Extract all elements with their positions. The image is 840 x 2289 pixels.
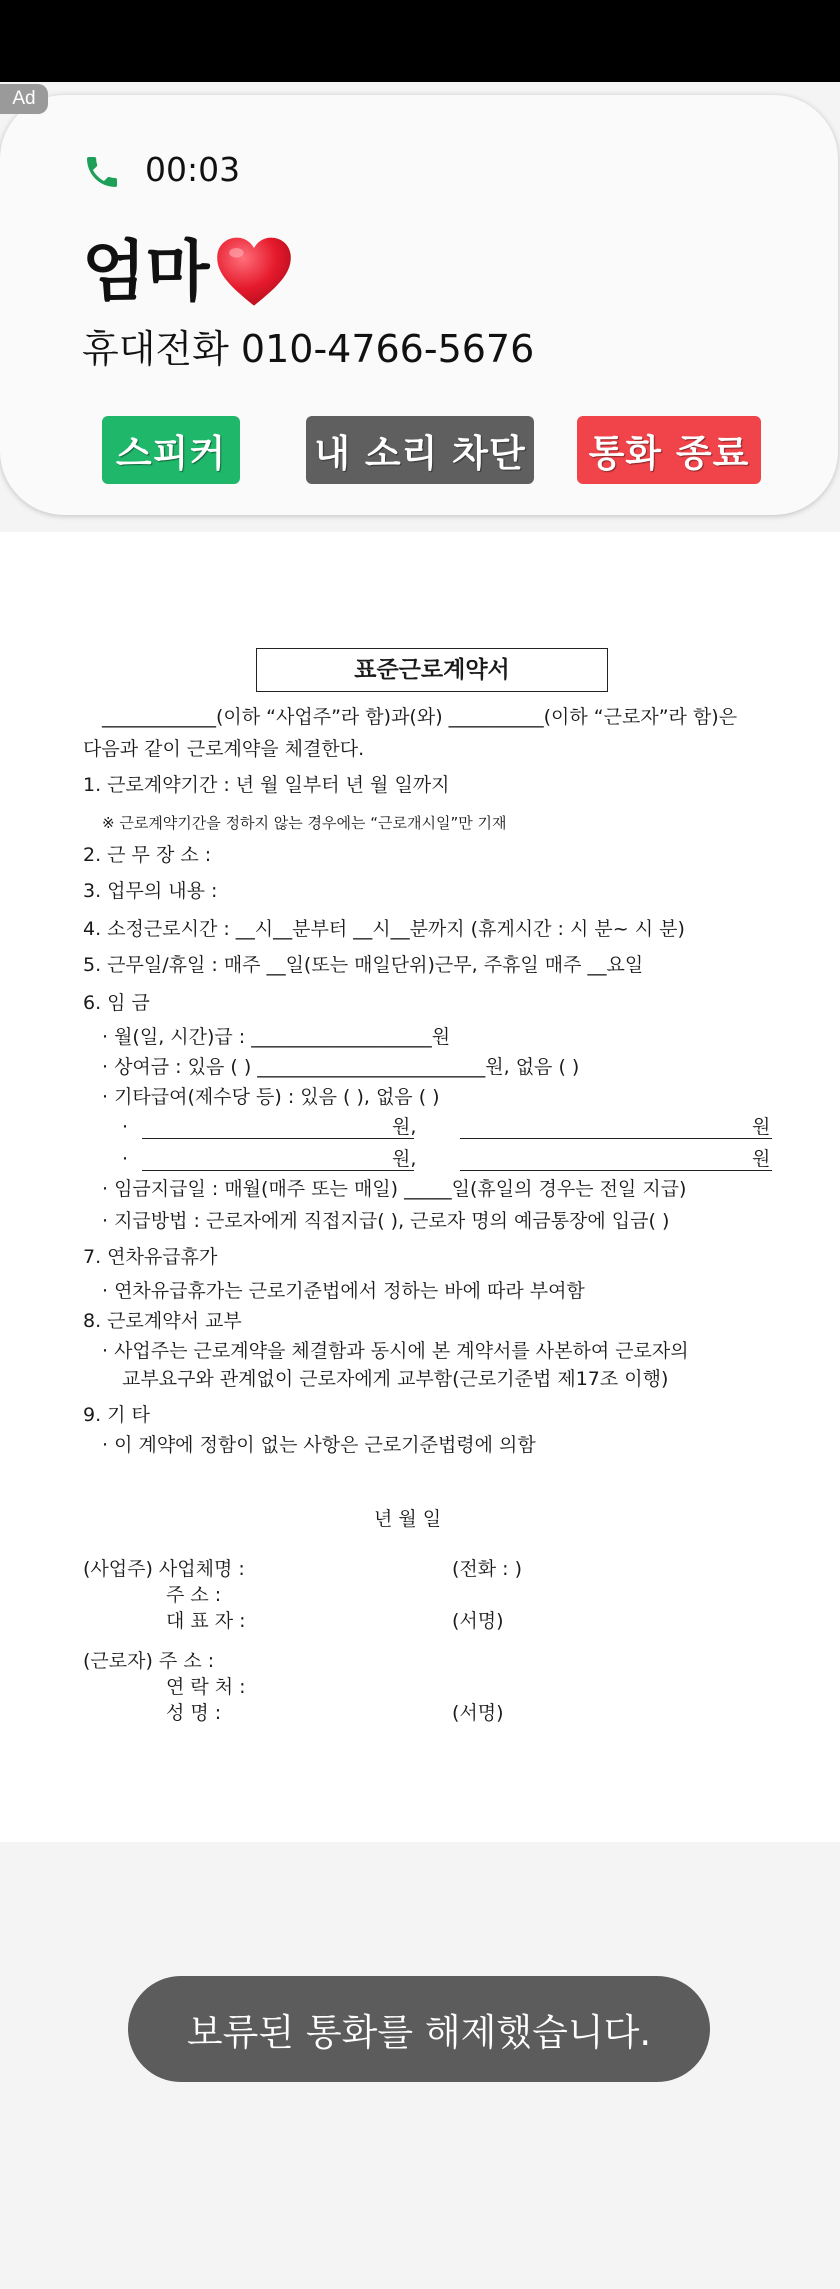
doc-other-pay-row-2-blank-2 — [460, 1170, 772, 1171]
document-title: 표준근로계약서 — [256, 648, 608, 692]
doc-worker-contact: 연 락 처 : — [166, 1676, 246, 1698]
doc-section-6-monthly-wage: · 월(일, 시간)급 : ___________________원 — [102, 1026, 451, 1048]
speaker-button[interactable]: 스피커 — [102, 416, 240, 484]
phone-icon — [82, 152, 122, 192]
doc-other-pay-row-1-blank-2 — [460, 1138, 772, 1139]
doc-section-3: 3. 업무의 내용 : — [83, 880, 218, 902]
heart-icon — [214, 235, 294, 309]
doc-section-7-detail: · 연차유급휴가는 근로기준법에서 정하는 바에 따라 부여함 — [102, 1280, 585, 1302]
doc-section-8: 8. 근로계약서 교부 — [83, 1310, 242, 1332]
doc-section-2: 2. 근 무 장 소 : — [83, 844, 212, 866]
doc-worker-signature: (서명) — [452, 1702, 504, 1724]
contact-name — [82, 228, 294, 316]
doc-section-6-bonus: · 상여금 : 있음 ( ) ________________________원, 없음 ( ) — [102, 1056, 580, 1078]
contact-name-text: 엄마 — [82, 233, 210, 310]
doc-intro-line-1: ____________(이하 “사업주”라 함)과(와) __________(이하 “근로자”라 함)은 — [102, 706, 738, 728]
doc-section-8-detail-2: 교부요구와 관계없이 근로자에게 교부함(근로기준법 제17조 이행) — [122, 1368, 669, 1390]
doc-other-pay-row-1-unit-1: 원, — [392, 1116, 417, 1138]
doc-intro-line-2: 다음과 같이 근로계약을 체결한다. — [83, 738, 365, 760]
doc-other-pay-row-1-blank-1 — [142, 1138, 414, 1139]
doc-section-4: 4. 소정근로시간 : __시__분부터 __시__분까지 (휴게시간 : 시 분~ 시 분) — [83, 918, 685, 940]
doc-section-9-detail: · 이 계약에 정함이 없는 사항은 근로기준법령에 의함 — [102, 1434, 536, 1456]
doc-other-pay-row-1-bullet: · — [122, 1116, 129, 1138]
doc-section-6: 6. 임 금 — [83, 992, 150, 1014]
doc-section-6-other-pay: · 기타급여(제수당 등) : 있음 ( ), 없음 ( ) — [102, 1086, 440, 1108]
doc-section-7: 7. 연차유급휴가 — [83, 1246, 218, 1268]
doc-employer-address: 주 소 : — [166, 1584, 222, 1606]
doc-section-1-note: ※ 근로계약기간을 정하지 않는 경우에는 “근로개시일”만 기재 — [102, 814, 507, 832]
doc-section-8-detail-1: · 사업주는 근로계약을 체결함과 동시에 본 계약서를 사본하여 근로자의 — [102, 1340, 689, 1362]
doc-employer-representative: 대 표 자 : — [166, 1610, 246, 1632]
doc-worker-name: 성 명 : — [166, 1702, 222, 1724]
doc-other-pay-row-2-bullet: · — [122, 1148, 129, 1170]
doc-worker-address: (근로자) 주 소 : — [83, 1650, 215, 1672]
contract-document-image — [0, 532, 840, 1842]
call-timer: 00:03 — [145, 150, 241, 189]
doc-other-pay-row-2-unit-1: 원, — [392, 1148, 417, 1170]
end-call-button[interactable]: 통화 종료 — [577, 416, 761, 484]
doc-date-line: 년 월 일 — [374, 1508, 442, 1530]
doc-other-pay-row-1-unit-2: 원 — [752, 1116, 771, 1138]
doc-section-6-payment-method: · 지급방법 : 근로자에게 직접지급( ), 근로자 명의 예금통장에 입금( ) — [102, 1210, 670, 1232]
contact-number: 휴대전화 010-4766-5676 — [82, 327, 535, 371]
ad-badge[interactable]: Ad — [0, 84, 48, 114]
status-bar — [0, 0, 840, 82]
doc-section-5: 5. 근무일/휴일 : 매주 __일(또는 매일단위)근무, 주휴일 매주 __요일 — [83, 954, 644, 976]
mute-button[interactable]: 내 소리 차단 — [306, 416, 534, 484]
doc-employer-phone: (전화 : ) — [452, 1558, 523, 1580]
doc-other-pay-row-2-unit-2: 원 — [752, 1148, 771, 1170]
doc-employer-signature: (서명) — [452, 1610, 504, 1632]
toast-message: 보류된 통화를 해제했습니다. — [128, 1976, 710, 2082]
doc-section-1: 1. 근로계약기간 : 년 월 일부터 년 월 일까지 — [83, 774, 450, 796]
doc-section-9: 9. 기 타 — [83, 1404, 150, 1426]
doc-employer-business-name: (사업주) 사업체명 : — [83, 1558, 245, 1580]
doc-section-6-payday: · 임금지급일 : 매월(매주 또는 매일) _____일(휴일의 경우는 전일 지급) — [102, 1178, 687, 1200]
doc-other-pay-row-2-blank-1 — [142, 1170, 414, 1171]
